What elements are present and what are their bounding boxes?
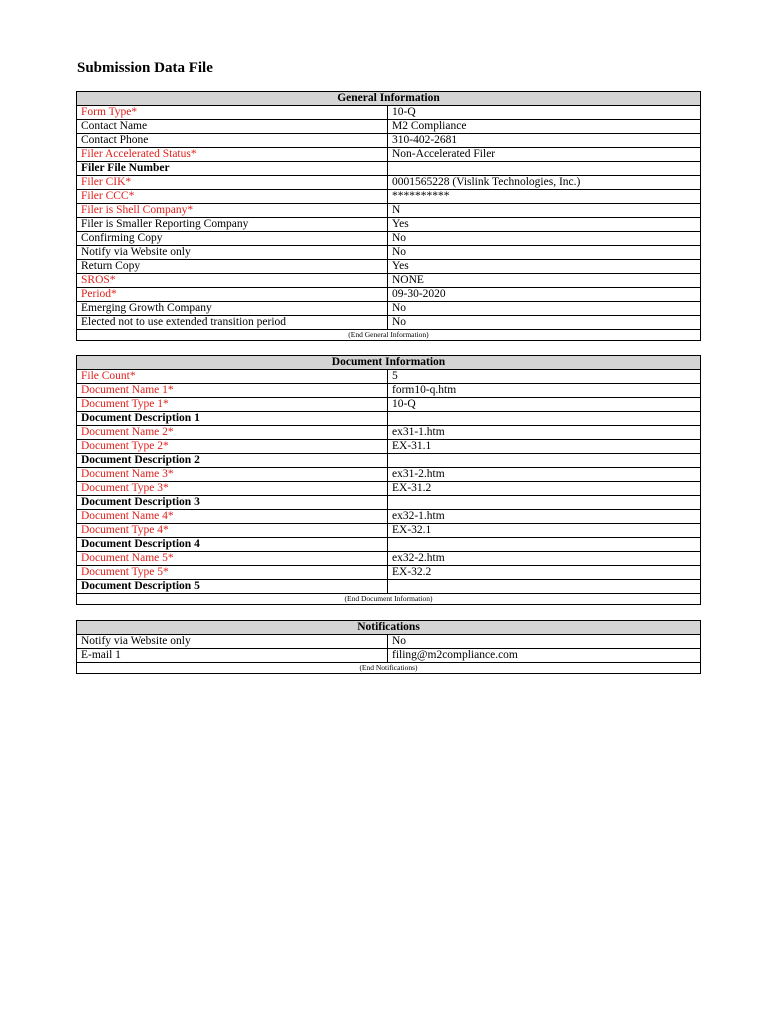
- field-label: Document Type 5*: [77, 566, 388, 580]
- general-info-row: [77, 190, 701, 204]
- field-value: No: [388, 246, 701, 260]
- general-info-row: [77, 302, 701, 316]
- field-value: No: [388, 232, 701, 246]
- document-info-row: [77, 370, 701, 384]
- field-value: Yes: [388, 260, 701, 274]
- document-info-row: [77, 468, 701, 482]
- field-label: Filer is Smaller Reporting Company: [77, 218, 388, 232]
- field-value: 09-30-2020: [388, 288, 701, 302]
- notification-row: [77, 649, 701, 663]
- field-value: form10-q.htm: [388, 384, 701, 398]
- field-label: E-mail 1: [77, 649, 388, 663]
- field-value: M2 Compliance: [388, 120, 701, 134]
- document-info-row: [77, 398, 701, 412]
- field-label: Document Type 1*: [77, 398, 388, 412]
- field-label: Document Name 5*: [77, 552, 388, 566]
- document-info-row: [77, 538, 701, 552]
- field-label: Filer CCC*: [77, 190, 388, 204]
- field-label: Return Copy: [77, 260, 388, 274]
- field-label: Filer Accelerated Status*: [77, 148, 388, 162]
- notifications-table: [76, 620, 701, 674]
- document-information-header: Document Information: [77, 356, 701, 370]
- field-label: Filer is Shell Company*: [77, 204, 388, 218]
- field-label: Notify via Website only: [77, 246, 388, 260]
- field-label: Document Description 3: [77, 496, 388, 510]
- notifications-section: [76, 620, 700, 674]
- field-label: Filer CIK*: [77, 176, 388, 190]
- field-label: File Count*: [77, 370, 388, 384]
- document-information-end: (End Document Information): [77, 594, 701, 605]
- field-value: [388, 412, 701, 426]
- document-information-table: [76, 355, 701, 605]
- document-info-row: [77, 384, 701, 398]
- field-value: ex31-1.htm: [388, 426, 701, 440]
- field-value: ex32-2.htm: [388, 552, 701, 566]
- general-information-table: [76, 91, 701, 341]
- notification-row: [77, 635, 701, 649]
- field-value: No: [388, 635, 701, 649]
- field-value: EX-31.2: [388, 482, 701, 496]
- document-info-row: [77, 580, 701, 594]
- general-info-row: [77, 204, 701, 218]
- field-value: EX-32.2: [388, 566, 701, 580]
- field-value: EX-31.1: [388, 440, 701, 454]
- general-info-row: [77, 106, 701, 120]
- field-value: [388, 454, 701, 468]
- document-info-row: [77, 412, 701, 426]
- field-value: 10-Q: [388, 106, 701, 120]
- document-info-row: [77, 510, 701, 524]
- general-info-row: [77, 134, 701, 148]
- field-label: Document Description 2: [77, 454, 388, 468]
- field-value: ex32-1.htm: [388, 510, 701, 524]
- document-info-row: [77, 524, 701, 538]
- field-label: Document Name 2*: [77, 426, 388, 440]
- general-info-row: [77, 176, 701, 190]
- field-value: **********: [388, 190, 701, 204]
- field-label: Document Type 3*: [77, 482, 388, 496]
- field-label: Document Name 4*: [77, 510, 388, 524]
- field-value: Yes: [388, 218, 701, 232]
- field-value: 5: [388, 370, 701, 384]
- field-label: SROS*: [77, 274, 388, 288]
- general-info-row: [77, 120, 701, 134]
- field-value: N: [388, 204, 701, 218]
- document-info-row: [77, 482, 701, 496]
- general-info-row: [77, 246, 701, 260]
- field-value: No: [388, 302, 701, 316]
- field-label: Period*: [77, 288, 388, 302]
- page-title: Submission Data File: [77, 60, 213, 76]
- general-information-section: [76, 91, 700, 341]
- field-value: EX-32.1: [388, 524, 701, 538]
- field-value: 310-402-2681: [388, 134, 701, 148]
- field-label: Elected not to use extended transition period: [77, 316, 388, 330]
- field-value: 0001565228 (Vislink Technologies, Inc.): [388, 176, 701, 190]
- general-info-row: [77, 316, 701, 330]
- field-value: No: [388, 316, 701, 330]
- general-information-header: General Information: [77, 92, 701, 106]
- document-info-row: [77, 552, 701, 566]
- field-label: Document Name 3*: [77, 468, 388, 482]
- general-info-row: [77, 232, 701, 246]
- document-info-row: [77, 496, 701, 510]
- document-info-row: [77, 426, 701, 440]
- field-label: Emerging Growth Company: [77, 302, 388, 316]
- field-label: Document Description 1: [77, 412, 388, 426]
- general-info-row: [77, 260, 701, 274]
- field-value: NONE: [388, 274, 701, 288]
- field-label: Document Name 1*: [77, 384, 388, 398]
- general-info-row: [77, 218, 701, 232]
- field-value: filing@m2compliance.com: [388, 649, 701, 663]
- document-information-section: [76, 355, 700, 605]
- field-label: Notify via Website only: [77, 635, 388, 649]
- general-info-row: [77, 148, 701, 162]
- field-label: Document Type 4*: [77, 524, 388, 538]
- field-label: Confirming Copy: [77, 232, 388, 246]
- field-label: Filer File Number: [77, 162, 388, 176]
- field-value: 10-Q: [388, 398, 701, 412]
- field-label: Document Type 2*: [77, 440, 388, 454]
- general-information-end: (End General Information): [77, 330, 701, 341]
- field-value: [388, 580, 701, 594]
- general-info-row: [77, 274, 701, 288]
- field-value: ex31-2.htm: [388, 468, 701, 482]
- document-info-row: [77, 566, 701, 580]
- field-value: [388, 538, 701, 552]
- field-value: Non-Accelerated Filer: [388, 148, 701, 162]
- general-info-row: [77, 288, 701, 302]
- general-info-row: [77, 162, 701, 176]
- field-value: [388, 496, 701, 510]
- field-label: Document Description 4: [77, 538, 388, 552]
- notifications-end: (End Notifications): [77, 663, 701, 674]
- document-info-row: [77, 440, 701, 454]
- field-label: Contact Phone: [77, 134, 388, 148]
- field-label: Contact Name: [77, 120, 388, 134]
- field-value: [388, 162, 701, 176]
- notifications-header: Notifications: [77, 621, 701, 635]
- field-label: Document Description 5: [77, 580, 388, 594]
- field-label: Form Type*: [77, 106, 388, 120]
- document-info-row: [77, 454, 701, 468]
